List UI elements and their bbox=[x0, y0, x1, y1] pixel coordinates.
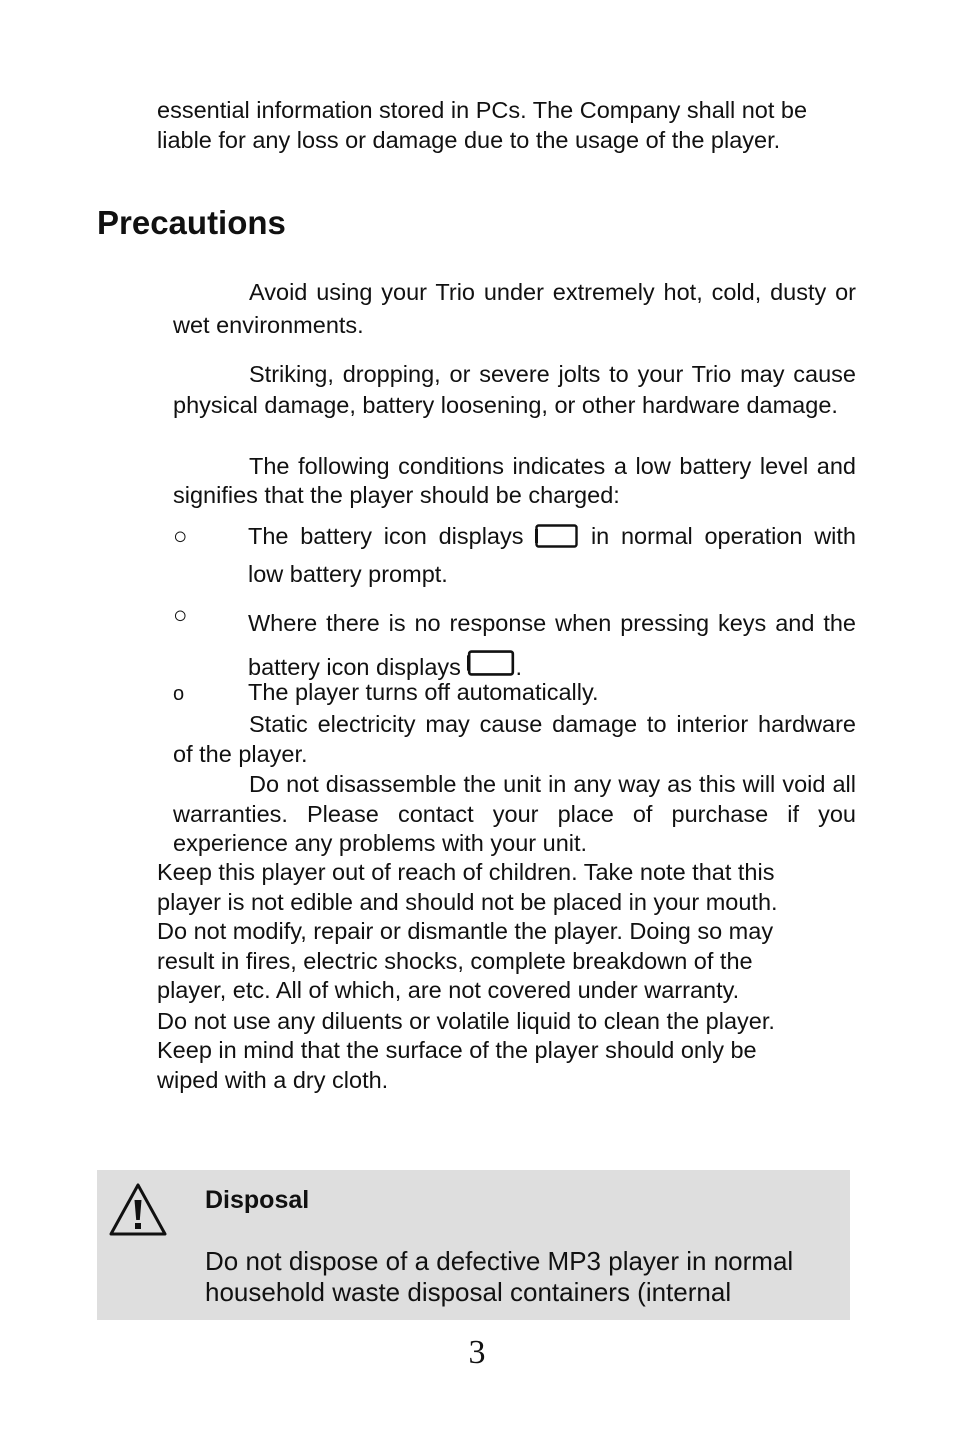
plain-line-7: Keep in mind that the surface of the player should only be bbox=[157, 1037, 757, 1063]
disposal-title: Disposal bbox=[205, 1186, 310, 1214]
plain-notes bbox=[157, 858, 857, 1095]
disposal-line-2: household waste disposal containers (internal bbox=[205, 1277, 732, 1307]
bullet-text-3: The player turns off automatically. bbox=[248, 679, 599, 705]
bullet-1-text-after: in normal operation with low battery prompt. bbox=[248, 523, 856, 587]
battery-empty-icon bbox=[535, 524, 579, 548]
page-number: 3 bbox=[468, 1334, 486, 1371]
plain-line-5: player, etc. All of which, are not covered under warranty. bbox=[157, 977, 740, 1003]
bullet-1-text-before: The battery icon displays bbox=[248, 523, 524, 549]
plain-line-1: Keep this player out of reach of children. Take note that this bbox=[157, 859, 775, 885]
plain-line-2: player is not edible and should not be placed in your mouth. bbox=[157, 888, 778, 915]
plain-line-6: Do not use any diluents or volatile liquid to clean the player. bbox=[157, 1007, 775, 1034]
paragraph-static: Static electricity may cause damage to interior hardware of the player. bbox=[173, 711, 856, 767]
paragraph-striking: Striking, dropping, or severe jolts to your Trio may cause physical damage, battery loosening, or other hardware damage. bbox=[173, 361, 856, 418]
bullet-2-text-before: Where there is no response when pressing keys and the battery icon displays bbox=[248, 610, 856, 680]
section-title: Precautions bbox=[97, 204, 286, 241]
intro-text bbox=[157, 95, 877, 155]
paragraph-low-battery: The following conditions indicates a low battery level and signifies that the player should be charged: bbox=[173, 453, 856, 508]
intro-line-2: liable for any loss or damage due to the usage of the player. bbox=[157, 127, 781, 153]
battery-empty-icon-2 bbox=[467, 649, 515, 677]
intro-line-1: essential information stored in PCs. The Company shall not be bbox=[157, 97, 808, 123]
plain-line-3: Do not modify, repair or dismantle the player. Doing so may bbox=[157, 918, 774, 944]
paragraph-disassemble: Do not disassemble the unit in any way as this will void all warranties. Please contact your place of purchase if you experience any problems with your unit. bbox=[173, 771, 856, 856]
disposal-line-1: Do not dispose of a defective MP3 player in normal bbox=[205, 1246, 794, 1276]
bullet-mark-3: o bbox=[173, 683, 185, 705]
disposal-text bbox=[205, 1246, 835, 1308]
bullet-text-1 bbox=[248, 517, 856, 593]
plain-line-4: result in fires, electric shocks, complete breakdown of the bbox=[157, 947, 753, 974]
bullet-text-2 bbox=[248, 601, 856, 689]
plain-line-8: wiped with a dry cloth. bbox=[157, 1066, 389, 1093]
bullet-mark-1: ○ bbox=[173, 523, 188, 550]
paragraph-hot-cold: Avoid using your Trio under extremely hot, cold, dusty or wet environments. bbox=[173, 279, 856, 338]
warning-triangle-icon bbox=[108, 1182, 168, 1238]
bullet-2-text-after: . bbox=[515, 654, 522, 680]
bullet-mark-2: ○ bbox=[173, 602, 188, 629]
